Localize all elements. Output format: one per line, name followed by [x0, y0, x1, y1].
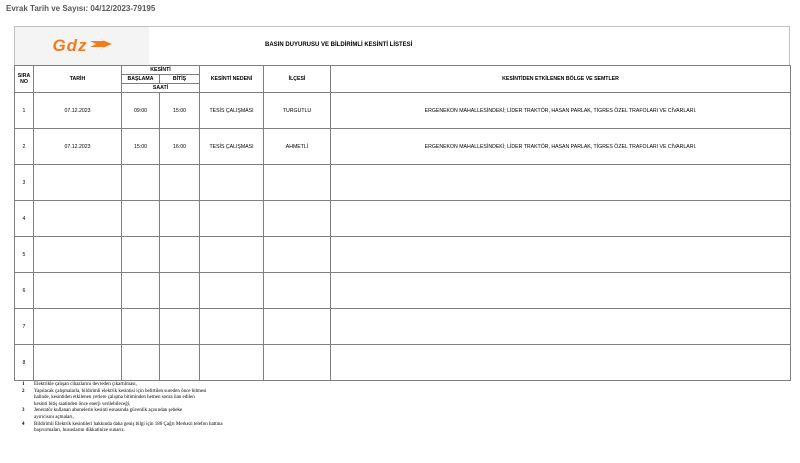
note-number: 4	[22, 421, 25, 427]
outage-sheet	[14, 26, 790, 381]
notes-section	[22, 382, 223, 435]
cell-ilce	[264, 345, 331, 381]
note-line	[22, 415, 223, 422]
cell-no: 2	[15, 129, 34, 165]
note-number: 3	[22, 408, 25, 414]
cell-bolge: ERGENEKON MAHALLESİNDEKİ; LİDER TRAKTÖR, HASAN PARLAK, TİGRES ÖZEL TRAFOLARI VE CİVARLARI.	[331, 129, 791, 165]
table-row	[15, 237, 791, 273]
cell-tarih	[34, 237, 122, 273]
cell-bolge	[331, 165, 791, 201]
note-line	[22, 428, 223, 435]
table-row	[15, 345, 791, 381]
cell-ilce	[264, 201, 331, 237]
cell-neden	[200, 273, 264, 309]
cell-neden	[200, 345, 264, 381]
cell-tarih: 07.12.2023	[34, 129, 122, 165]
cell-no: 6	[15, 273, 34, 309]
note-text: başvurmaları, hususlarını dikkatinize sunarız.	[34, 428, 125, 434]
cell-ilce	[264, 273, 331, 309]
table-row	[15, 165, 791, 201]
note-text: kesinti bitiş saatinden önce enerji verilebileceği,	[34, 401, 131, 407]
cell-bitis	[160, 165, 200, 201]
col-header-bitis: BİTİŞ	[160, 75, 200, 84]
outage-table	[14, 65, 791, 381]
note-line	[22, 389, 223, 396]
cell-ilce	[264, 165, 331, 201]
col-header-ilce: İLÇESİ	[264, 66, 331, 93]
note-number: 1	[22, 382, 25, 387]
col-header-baslama: BAŞLAMA	[122, 75, 160, 84]
no-label: NO	[20, 79, 28, 85]
cell-ilce	[264, 237, 331, 273]
cell-baslama: 09:00	[122, 93, 160, 129]
cell-baslama: 15:00	[122, 129, 160, 165]
cell-bitis	[160, 345, 200, 381]
note-line	[22, 408, 223, 415]
note-text: ayırıcısını açmaları,	[34, 414, 74, 420]
col-header-neden: KESİNTİ NEDENİ	[200, 66, 264, 93]
header-row-1	[15, 66, 791, 75]
cell-bitis	[160, 309, 200, 345]
cell-baslama	[122, 165, 160, 201]
note-line	[22, 382, 223, 389]
cell-ilce: TURGUTLU	[264, 93, 331, 129]
cell-neden: TESİS ÇALIŞMASI	[200, 129, 264, 165]
table-row	[15, 273, 791, 309]
sira-label: SIRA	[17, 73, 31, 79]
cell-no: 7	[15, 309, 34, 345]
col-header-bolge: KESİNTİDEN ETKİLENEN BÖLGE VE SEMTLER	[331, 66, 791, 93]
logo-text: Gdz	[52, 36, 88, 55]
cell-bolge: ERGENEKON MAHALLESİNDEKİ; LİDER TRAKTÖR, HASAN PARLAK, TİGRES ÖZEL TRAFOLARI VE CİVARLARI.	[331, 93, 791, 129]
cell-bolge	[331, 201, 791, 237]
cell-bolge	[331, 345, 791, 381]
cell-bitis	[160, 273, 200, 309]
cell-neden	[200, 237, 264, 273]
cell-bitis	[160, 237, 200, 273]
cell-tarih	[34, 201, 122, 237]
cell-baslama	[122, 345, 160, 381]
note-number	[22, 395, 34, 402]
company-logo	[15, 27, 149, 65]
table-row	[15, 93, 791, 129]
cell-no: 5	[15, 237, 34, 273]
note-line	[22, 395, 223, 402]
note-text: Yapılacak çalışmalarla, bildirimli elektrik kesintisi için belirtilen sureden önce bitmesi	[34, 388, 207, 394]
col-header-sira-no	[15, 66, 34, 93]
note-text: Bildirimli Elektrik kesintileri hakkında daha geniş bilgi için 186 Çağrı Merkezi telefon hattına	[34, 421, 223, 427]
note-number	[22, 402, 34, 409]
cell-baslama	[122, 273, 160, 309]
note-number: 2	[22, 388, 25, 394]
cell-neden	[200, 309, 264, 345]
cell-bolge	[331, 237, 791, 273]
table-row	[15, 129, 791, 165]
col-header-tarih: TARİH	[34, 66, 122, 93]
cell-tarih: 07.12.2023	[34, 93, 122, 129]
note-line	[22, 402, 223, 409]
note-text: Jeneratör kullanan abonelerin kesinti esnasında güvenlik açısından şebeke	[34, 408, 183, 414]
note-number	[22, 415, 34, 422]
list-title: BASIN DUYURUSU VE BİLDİRİMLİ KESİNTİ LİSTESİ	[265, 42, 413, 48]
cell-neden: TESİS ÇALIŞMASI	[200, 93, 264, 129]
gdz-arrow-logo-icon	[90, 39, 112, 53]
cell-tarih	[34, 273, 122, 309]
cell-no: 1	[15, 93, 34, 129]
cell-tarih	[34, 345, 122, 381]
cell-bolge	[331, 309, 791, 345]
table-row	[15, 201, 791, 237]
cell-no: 3	[15, 165, 34, 201]
cell-ilce: AHMETLİ	[264, 129, 331, 165]
cell-baslama	[122, 309, 160, 345]
cell-bolge	[331, 273, 791, 309]
table-row	[15, 309, 791, 345]
cell-baslama	[122, 237, 160, 273]
cell-ilce	[264, 309, 331, 345]
note-line	[22, 422, 223, 429]
note-text: Elektrikle çalışan cihazlarını devreden çıkartılması,	[34, 382, 137, 387]
table-body	[15, 93, 791, 381]
title-band	[14, 26, 790, 65]
note-number	[22, 428, 34, 435]
cell-bitis: 15:00	[160, 93, 200, 129]
cell-tarih	[34, 309, 122, 345]
note-text: halinde, kesintiden etkilenen yerlere çalışma bitiminden hemen sonra ilan edilen	[34, 395, 195, 401]
cell-neden	[200, 201, 264, 237]
cell-bitis	[160, 201, 200, 237]
col-header-saati: SAATİ	[122, 84, 200, 93]
col-header-kesinti: KESİNTİ	[122, 66, 200, 75]
cell-tarih	[34, 165, 122, 201]
cell-neden	[200, 165, 264, 201]
cell-bitis: 16:00	[160, 129, 200, 165]
cell-no: 4	[15, 201, 34, 237]
cell-no: 8	[15, 345, 34, 381]
cell-baslama	[122, 201, 160, 237]
document-header: Evrak Tarih ve Sayısı: 04/12/2023-79195	[6, 4, 156, 13]
